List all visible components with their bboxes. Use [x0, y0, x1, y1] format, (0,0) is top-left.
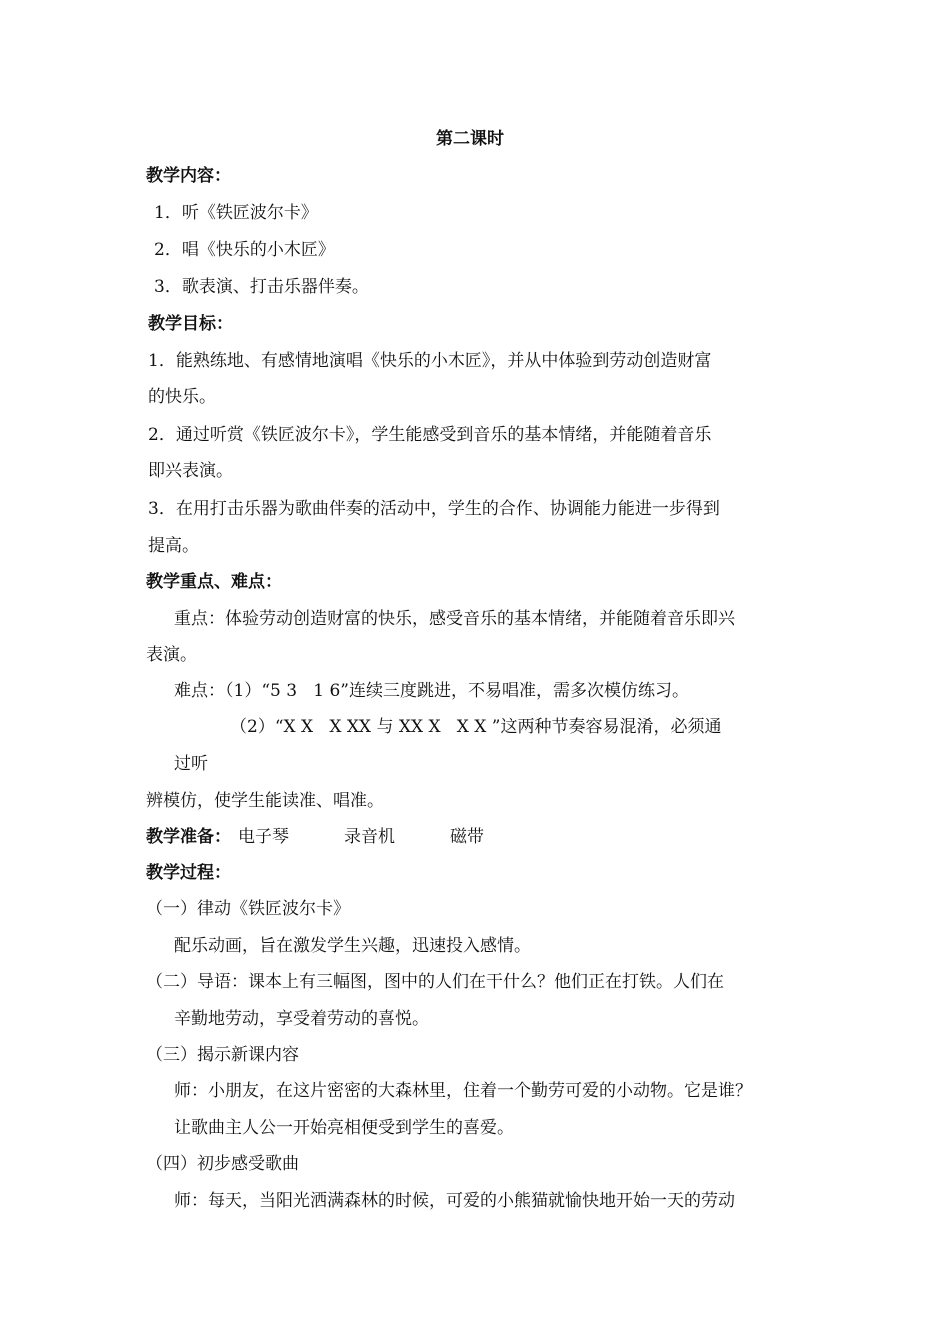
goals-heading: 教学目标：	[148, 314, 233, 334]
content-item: 2．唱《快乐的小木匠》	[154, 240, 335, 260]
goal-line: 2．通过听赏《铁匠波尔卡》，学生能感受到音乐的基本情绪，并能随着音乐	[148, 425, 712, 445]
goal-line: 提高。	[148, 536, 199, 556]
page-title: 第二课时	[436, 129, 504, 149]
key-line: 表演。	[146, 645, 197, 665]
key-line: 重点：体验劳动创造财富的快乐，感受音乐的基本情绪，并能随着音乐即兴	[174, 609, 735, 629]
key-line: 辨模仿，使学生能读准、唱准。	[146, 791, 384, 811]
key-line: 难点：（1）“5 3 1 6”连续三度跳进，不易唱准，需多次模仿练习。	[174, 681, 689, 701]
content-heading: 教学内容：	[146, 166, 231, 186]
process-line: （三）揭示新课内容	[146, 1045, 299, 1065]
goal-line: 的快乐。	[148, 387, 216, 407]
goal-line: 即兴表演。	[148, 461, 233, 481]
process-line: （四）初步感受歌曲	[146, 1154, 299, 1174]
process-line: （一）律动《铁匠波尔卡》	[146, 899, 350, 919]
process-line: （二）导语：课本上有三幅图，图中的人们在干什么？他们正在打铁。人们在	[146, 972, 724, 992]
process-line: 师：每天，当阳光洒满森林的时候，可爱的小熊猫就愉快地开始一天的劳动	[174, 1191, 735, 1211]
prep-item: 电子琴	[238, 827, 289, 847]
prep-heading: 教学准备：	[146, 827, 231, 847]
process-heading: 教学过程：	[146, 863, 231, 883]
key-heading: 教学重点、难点：	[146, 572, 282, 592]
goal-line: 3．在用打击乐器为歌曲伴奏的活动中，学生的合作、协调能力能进一步得到	[148, 499, 720, 519]
prep-item: 录音机	[344, 827, 395, 847]
process-line: 辛勤地劳动，享受着劳动的喜悦。	[174, 1009, 429, 1029]
content-item: 1．听《铁匠波尔卡》	[154, 203, 318, 223]
key-line: （2）“X X X XX 与 XX X X X ”这两种节奏容易混淆，必须通	[230, 717, 722, 737]
prep-item: 磁带	[450, 827, 484, 847]
process-line: 让歌曲主人公一开始亮相便受到学生的喜爱。	[174, 1118, 514, 1138]
content-item: 3．歌表演、打击乐器伴奏。	[154, 277, 369, 297]
key-line: 过听	[174, 754, 208, 774]
process-line: 师：小朋友，在这片密密的大森林里，住着一个勤劳可爱的小动物。它是谁？	[174, 1081, 752, 1101]
goal-line: 1．能熟练地、有感情地演唱《快乐的小木匠》，并从中体验到劳动创造财富	[148, 351, 712, 371]
process-line: 配乐动画，旨在激发学生兴趣，迅速投入感情。	[174, 936, 531, 956]
